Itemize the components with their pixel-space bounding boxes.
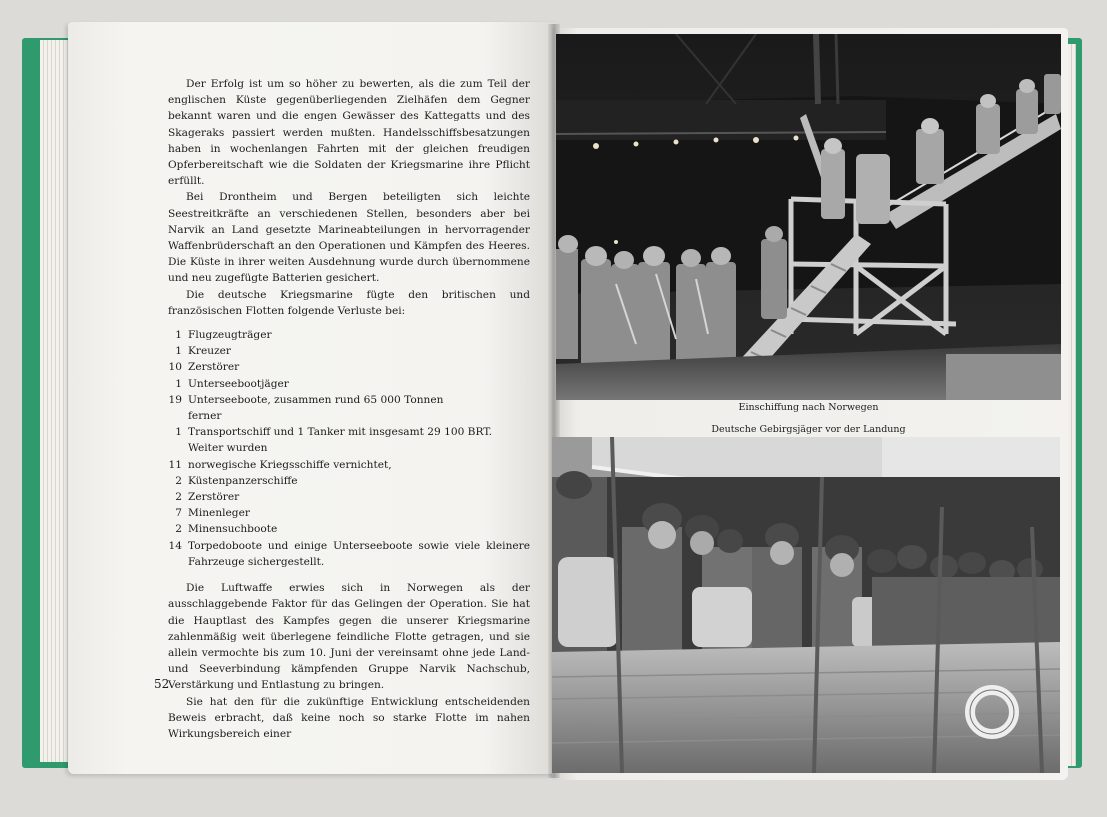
list-item: 2 Minensuchboote [175,523,278,536]
left-page-text [168,76,530,742]
paragraph: Bei Drontheim und Bergen beteiligten sich leichte Seestreitkräfte an verschiedenen Stellen, besonders aber bei Narvik an Land gesetzte Marineabteilungen in hervorragender Waffenbrüderschaft an den Operationen und Kämpfen des Heeres. Die Küste in ihrer weiten Ausdehnung wurde durch übernommene und neu zugefügte Batterien gesichert. [168,191,530,285]
photo-mountain-troops-image [552,437,1060,773]
photo-mountain-troops [552,437,1060,773]
list-item: 1 Flugzeugträger [175,329,272,342]
list-item: 7 Minenleger [175,507,250,520]
list-item: 10 Zerstörer [168,361,240,374]
losses-list [168,327,530,570]
list-item: 1 Unterseebootjäger [175,377,289,390]
paragraph: Sie hat den für die zukünftige Entwicklung entscheidenden Beweis erbracht, daß keine noch so starke Flotte im nahen Wirkungsbereich einer [168,695,530,740]
paragraph: Die Luftwaffe erwies sich in Norwegen als der ausschlaggebende Faktor für das Gelingen der Operation. Sie hat die Hauptlast des Kampfes gegen die unserer Kriegsmarine zahlenmäßig weit überlegene feindliche Flotte getragen, und sie allein vermochte bis zum 10. Juni der vereinsamt ohne jede Land- und Seeverbindung kämpfenden Gruppe Narvik Nachschub, Verstärkung und Entlastung zu bringen. [168,582,530,692]
list-item: 2 Zerstörer [175,491,240,504]
list-item: Weiter wurden [188,442,268,455]
list-item: 2 Küstenpanzerschiffe [175,474,298,487]
list-item: 11 norwegische Kriegsschiffe vernichtet, [168,458,392,471]
photo-embarkation-image [556,34,1061,400]
list-item: 14 Torpedoboote und einige Unterseeboote sowie viele kleinere Fahrzeuge sichergestellt. [168,539,530,568]
photo-caption: Deutsche Gebirgsjäger vor der Landung [711,424,906,435]
list-item: 19 Unterseeboote, zusammen rund 65 000 Tonnen [168,393,444,406]
list-item: ferner [188,410,222,423]
left-page-edges [40,40,70,762]
photo-embarkation [556,34,1061,400]
page-number: 52 [154,677,170,691]
paragraph: Der Erfolg ist um so höher zu bewerten, als die zum Teil der englischen Küste gegenüberliegenden Zielhäfen dem Gegner bekannt waren und die engen Gewässer des Kattegatts und des Skageraks passiert werden mußten. Handelsschiffsbesatzungen haben in wochenlangen Fahrten mit der gleichen freudigen Opferbereitschaft wie die Soldaten der Kriegsmarine ihre Pflicht erfüllt. [168,78,530,188]
list-item: 1 Kreuzer [175,345,231,358]
photo-caption: Einschiffung nach Norwegen [738,402,879,413]
list-item: 1 Transportschiff und 1 Tanker mit insgesamt 29 100 BRT. [175,426,493,439]
paragraph: Die deutsche Kriegsmarine fügte den britischen und französischen Flotten folgende Verluste bei: [168,288,530,317]
